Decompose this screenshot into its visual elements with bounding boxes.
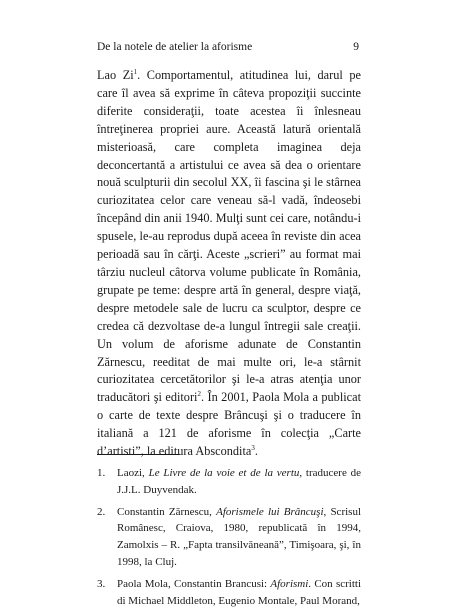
footnote-text-run: Constantin Zărnescu, <box>117 505 217 518</box>
footnote-1 <box>97 465 361 499</box>
footnote-ref-1: 1 <box>133 67 138 76</box>
footnote-title: Aforismele lui Brâncuşi <box>216 505 324 518</box>
running-title: De la notele de atelier la aforisme <box>97 41 253 53</box>
footnote-ref-3: 3 <box>251 443 255 452</box>
footnotes <box>97 465 361 614</box>
footnote-number: 1. <box>97 467 106 479</box>
body-text-run: . În 2001, Paola Mola a publicat o carte de texte despre Brâncuşi şi o traducere în italiană a 121 de aforisme în colecţia „Carte d’artisti”, la editura Abscondita <box>97 390 361 459</box>
footnote-text <box>117 465 361 499</box>
body-text <box>97 67 361 461</box>
footnote-text-run: , traducere de J.J.L. Duyvendak. <box>117 467 361 496</box>
footnote-text-run: Laozi, <box>117 467 149 479</box>
footnote-number: 2. <box>97 505 106 518</box>
footnote-text <box>117 504 361 571</box>
footnote-2 <box>97 504 361 571</box>
footnote-3 <box>97 576 361 610</box>
body-paragraph <box>97 67 361 461</box>
footnote-ref-2: 2 <box>197 390 201 399</box>
body-text-run: Lao Zi <box>97 68 134 82</box>
footnote-text <box>117 576 361 610</box>
body-text-run: . <box>254 444 258 459</box>
page-number: 9 <box>353 41 359 53</box>
footnote-separator <box>97 454 179 455</box>
footnote-title: Le Livre de la voie et de la vertu <box>148 467 300 479</box>
footnote-text-run: , Scrisul Românesc, Craiova, 1980, republicată în 1994, Zamolxis – R. „Fapta transilvăneană”, Timişoara, şi, în 1998, la Cluj. <box>117 505 361 568</box>
footnote-number: 3. <box>97 577 106 590</box>
body-text-run: . Comportamentul, atitudinea lui, darul pe care îl avea să exprime în câteva propoziţii succinte diferite consideraţii, toate acestea îi înlesneau întreţinerea propriei aure. Această latură orientală misterioasă, care completa imaginea deja deconcertantă a artistului ce avea să dea o orientare nouă sculpturii din secolul XX, îi fascina şi le stârnea curiozitatea celor care veneau să-l vadă, îndeosebi începând din anii 1940. Mulţi sunt cei care, notându-i spusele, le-au reprodus după aceea în reviste din acea perioadă sau în cărţi. Aceste „scrieri” au format mai târziu nucleul câtorva volume publicate în România, grupate pe teme: despre artă în general, despre viaţă, despre metodele sale de lucru ca sculptor, despre ce credea că dezvoltase de-a lungul întregii sale creaţii. Un volum de aforisme adunate de Constantin Zărnescu, reeditat de mai multe ori, le-a stârnit curiozitatea cercetătorilor şi le-a atras atenţia unor traducători şi editori <box>97 68 361 405</box>
footnote-text-run: Paola Mola, Constantin Brancusi: <box>117 577 271 590</box>
footnote-text-run: . Con scritti di Michael Middleton, Eugenio Montale, Paul Morand, <box>117 577 362 607</box>
footnote-title: Aforismi <box>270 577 309 590</box>
